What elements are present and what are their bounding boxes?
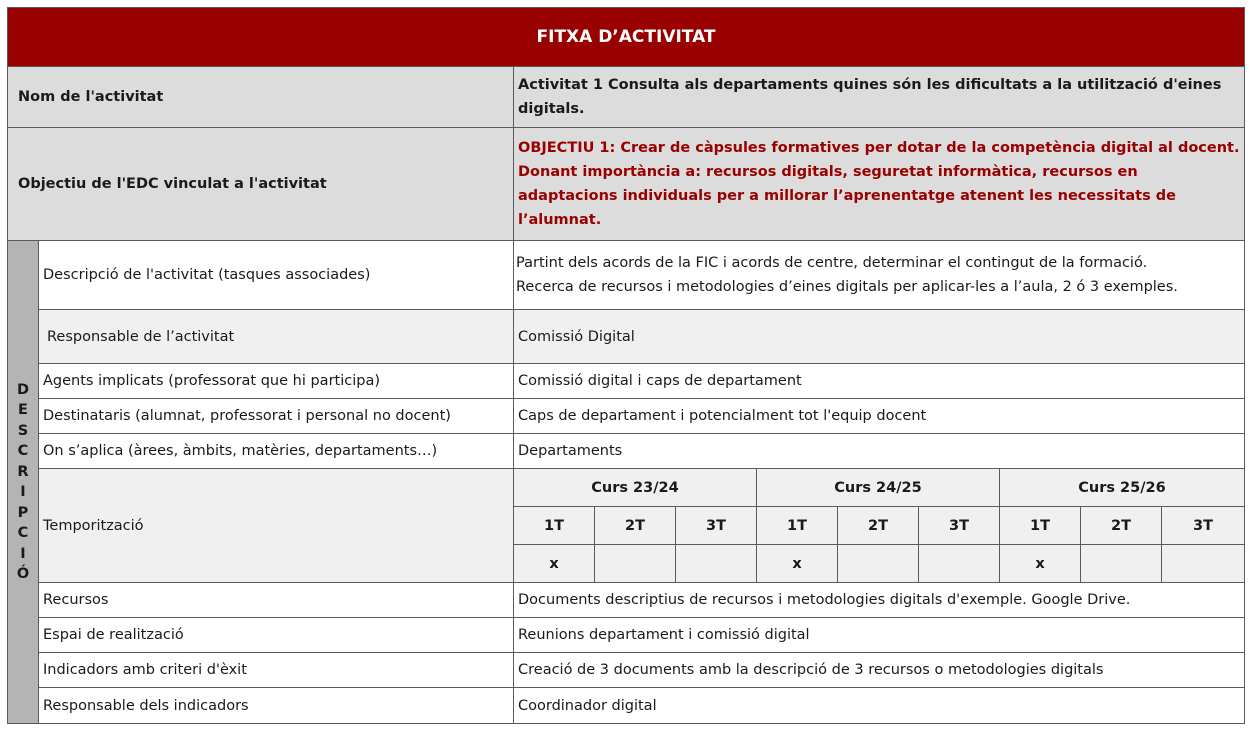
indicators-value: Creació de 3 documents amb la descripció de 3 recursos o metodologies digitals: [514, 653, 1245, 688]
course-header: Curs 25/26: [1000, 469, 1245, 507]
description-line-2: Recerca de recursos i metodologies d’eines digitals per aplicar-les a l’aula, 2 ó 3 exemples.: [516, 279, 1178, 295]
side-letter: E: [18, 402, 28, 418]
agents-row: [8, 364, 1245, 399]
indicator-owner-value: Coordinador digital: [514, 688, 1245, 724]
term-mark: x: [1000, 545, 1081, 583]
indicators-row: [8, 653, 1245, 688]
side-letter: Ó: [16, 566, 30, 582]
sheet-title: FITXA D’ACTIVITAT: [8, 8, 1245, 67]
term-header: 1T: [757, 507, 838, 545]
recipients-value: Caps de departament i potencialment tot l'equip docent: [514, 399, 1245, 434]
recipients-row: [8, 399, 1245, 434]
term-mark: [676, 545, 757, 583]
description-label: Descripció de l'activitat (tasques associades): [39, 241, 514, 310]
side-letter: I: [20, 545, 26, 562]
indicators-label: Indicadors amb criteri d'èxit: [39, 653, 514, 688]
resources-label: Recursos: [39, 583, 514, 618]
term-mark: x: [514, 545, 595, 583]
course-header: Curs 24/25: [757, 469, 1000, 507]
term-header: 3T: [676, 507, 757, 545]
timing-label: Temporització: [39, 469, 514, 583]
place-value: Reunions departament i comissió digital: [514, 618, 1245, 653]
term-header: 1T: [1000, 507, 1081, 545]
title-row: [8, 8, 1245, 67]
side-letter: C: [17, 443, 29, 459]
term-mark: [838, 545, 919, 583]
term-header: 2T: [1081, 507, 1162, 545]
term-mark: [1162, 545, 1245, 583]
name-row: [8, 67, 1245, 128]
term-header: 3T: [1162, 507, 1245, 545]
place-row: [8, 618, 1245, 653]
side-letter: I: [20, 484, 26, 500]
resources-row: [8, 583, 1245, 618]
responsible-label: Responsable de l’activitat: [39, 310, 514, 364]
objective-label: Objectiu de l'EDC vinculat a l'activitat: [8, 128, 514, 241]
description-row: [8, 241, 1245, 310]
description-value: [514, 241, 1245, 310]
applies-label: On s’aplica (àrees, àmbits, matèries, departaments…): [39, 434, 514, 469]
side-letter: D: [16, 381, 30, 398]
description-line-1: Partint dels acords de la FIC i acords de centre, determinar el contingut de la formació.: [516, 255, 1148, 271]
term-mark: [595, 545, 676, 583]
place-label: Espai de realització: [39, 618, 514, 653]
term-header: 1T: [514, 507, 595, 545]
agents-label: Agents implicats (professorat que hi participa): [39, 364, 514, 399]
indicator-owner-row: [8, 688, 1245, 724]
timing-course-row: [8, 469, 1245, 507]
side-letter: C: [17, 525, 29, 541]
indicator-owner-label: Responsable dels indicadors: [39, 688, 514, 724]
term-header: 3T: [919, 507, 1000, 545]
side-letter: R: [17, 463, 29, 480]
term-mark: [1081, 545, 1162, 583]
objective-value: OBJECTIU 1: Crear de càpsules formatives per dotar de la competència digital al docent. Donant importància a: recursos digitals, seguretat informàtica, recursos en adaptacions individuals per a millorar l’aprenentatge atenent les necessitats de l’alumnat.: [514, 128, 1245, 241]
name-label: Nom de l'activitat: [8, 67, 514, 128]
agents-value: Comissió digital i caps de departament: [514, 364, 1245, 399]
side-letter: P: [17, 504, 29, 521]
applies-row: [8, 434, 1245, 469]
term-header: 2T: [595, 507, 676, 545]
course-header: Curs 23/24: [514, 469, 757, 507]
recipients-label: Destinataris (alumnat, professorat i personal no docent): [39, 399, 514, 434]
term-mark: x: [757, 545, 838, 583]
activity-sheet: [7, 7, 1244, 728]
term-mark: [919, 545, 1000, 583]
side-letter: S: [17, 422, 29, 439]
side-label-descripcio: [8, 241, 39, 724]
resources-value: Documents descriptius de recursos i metodologies digitals d'exemple. Google Drive.: [514, 583, 1245, 618]
responsible-row: [8, 310, 1245, 364]
activity-table: [7, 7, 1245, 724]
applies-value: Departaments: [514, 434, 1245, 469]
term-header: 2T: [838, 507, 919, 545]
name-value: Activitat 1 Consulta als departaments quines són les dificultats a la utilització d'eines digitals.: [514, 67, 1245, 128]
responsible-value: Comissió Digital: [514, 310, 1245, 364]
objective-row: [8, 128, 1245, 241]
